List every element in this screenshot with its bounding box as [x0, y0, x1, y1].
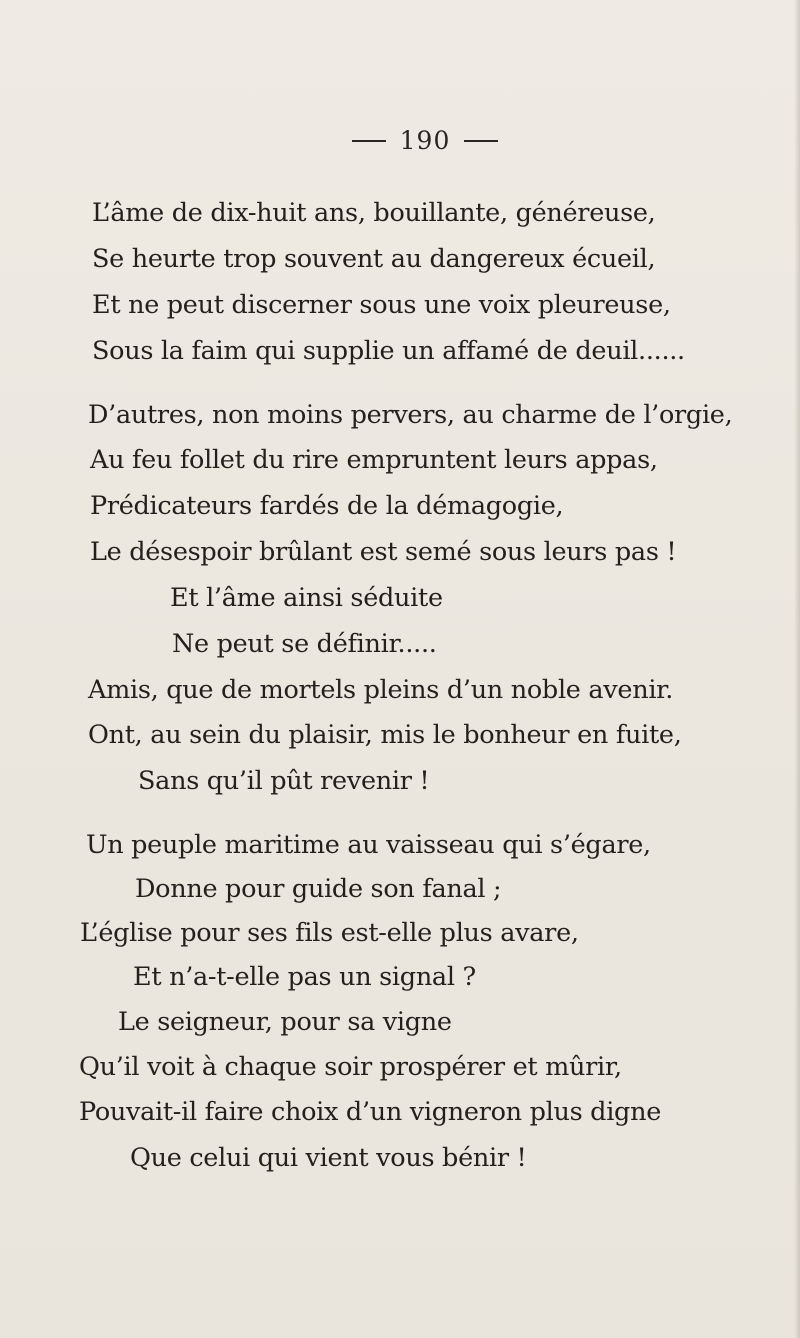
- poem-line: Ne peut se définir.....: [172, 629, 437, 659]
- poem-line: Et l’âme ainsi séduite: [170, 583, 443, 613]
- poem-line: Donne pour guide son fanal ;: [135, 874, 502, 904]
- poem-line: D’autres, non moins pervers, au charme de l’orgie,: [88, 400, 733, 430]
- poem-line: Pouvait-il faire choix d’un vigneron plus digne: [79, 1097, 661, 1127]
- poem-line: Et ne peut discerner sous une voix pleureuse,: [92, 290, 671, 320]
- poem-line: Ont, au sein du plaisir, mis le bonheur en fuite,: [88, 720, 682, 750]
- poem-line: Que celui qui vient vous bénir !: [130, 1143, 527, 1173]
- page-number-text: 190: [399, 126, 451, 155]
- poem-line: Prédicateurs fardés de la démagogie,: [90, 491, 564, 521]
- poem-line: Et n’a-t-elle pas un signal ?: [133, 962, 476, 992]
- poem-line: Sans qu’il pût revenir !: [138, 766, 430, 796]
- poem-line: Un peuple maritime au vaisseau qui s’égare,: [86, 830, 651, 860]
- poem-line: L’église pour ses fils est-elle plus avare,: [80, 918, 579, 948]
- poem-line: Le désespoir brûlant est semé sous leurs pas !: [90, 537, 677, 567]
- poem-line: L’âme de dix-huit ans, bouillante, généreuse,: [92, 198, 656, 228]
- poem-line: Le seigneur, pour sa vigne: [118, 1007, 452, 1037]
- poem-line: Se heurte trop souvent au dangereux écueil,: [92, 244, 656, 274]
- poem-line: Amis, que de mortels pleins d’un noble avenir.: [88, 675, 674, 705]
- poem-line: Sous la faim qui supplie un affamé de deuil......: [92, 336, 685, 366]
- poem-line: Au feu follet du rire empruntent leurs appas,: [90, 445, 658, 475]
- poem-line: Qu’il voit à chaque soir prospérer et mûrir,: [79, 1052, 622, 1082]
